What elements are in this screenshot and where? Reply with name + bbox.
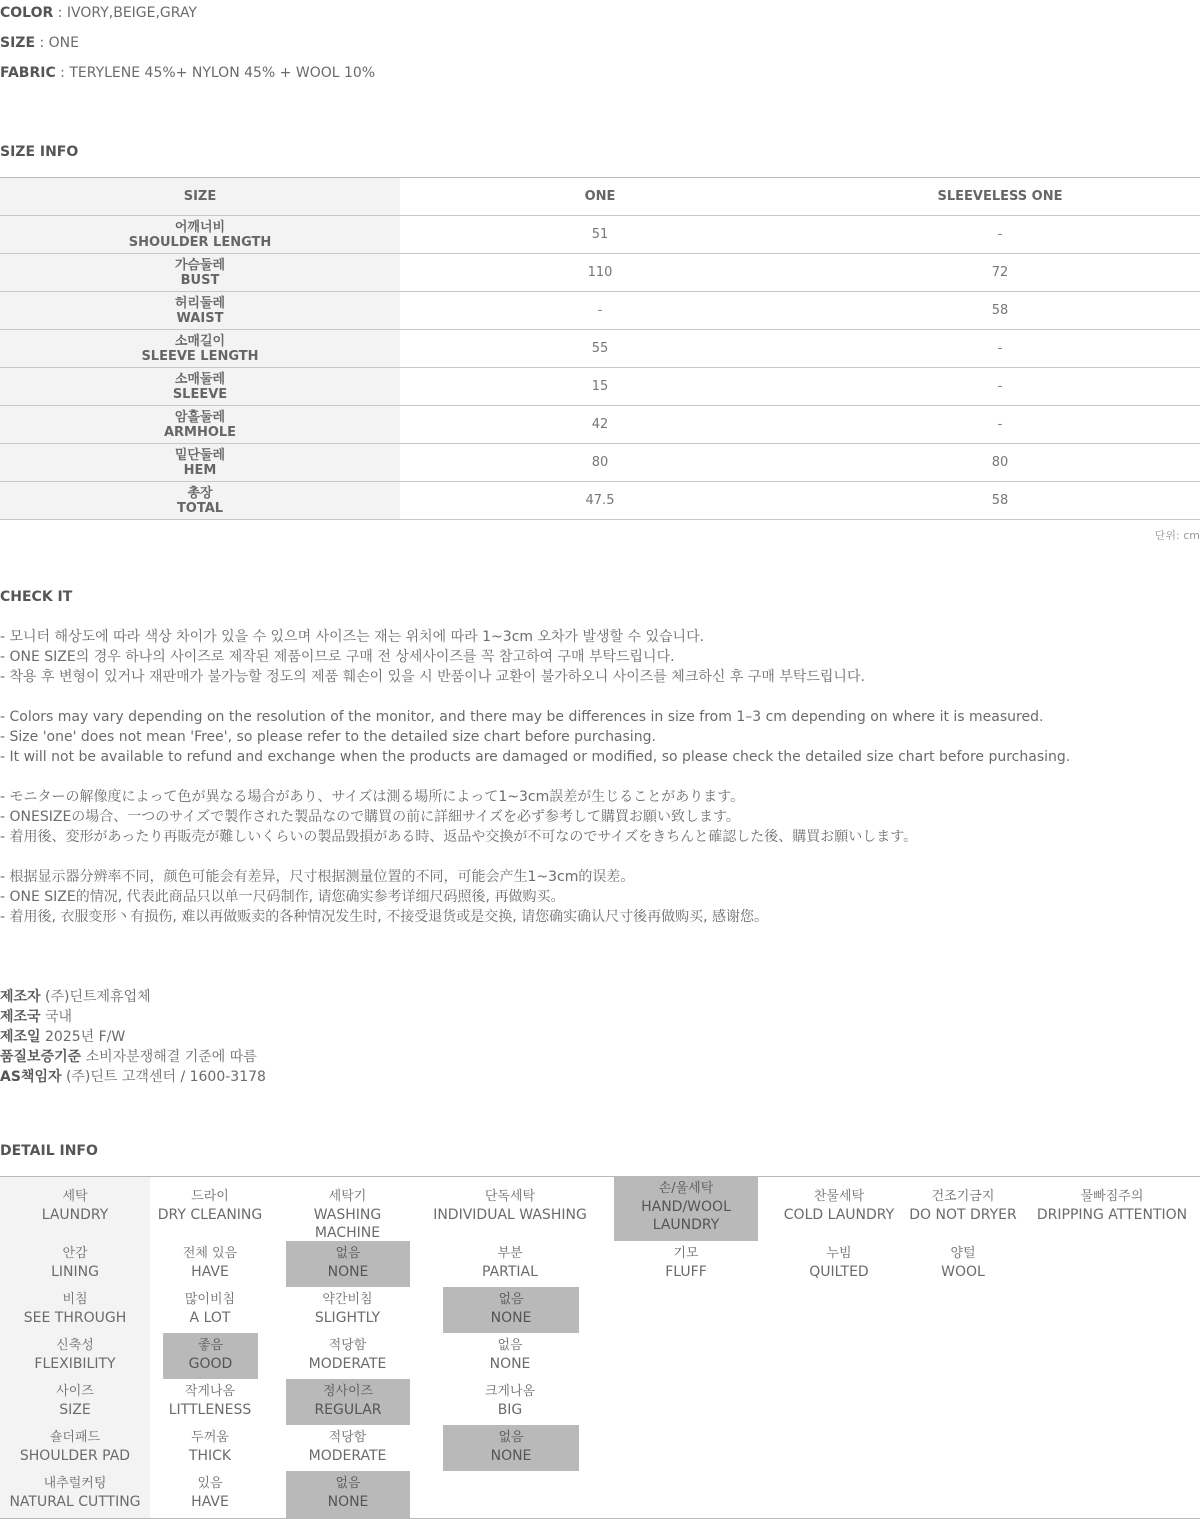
cell-one: - bbox=[400, 292, 800, 330]
header-one: ONE bbox=[400, 178, 800, 216]
laundry-individual: 단독세탁 INDIVIDUAL WASHING bbox=[433, 1189, 587, 1223]
size-regular: 정사이즈 REGULAR bbox=[286, 1379, 410, 1425]
size-label: 사이즈 SIZE bbox=[56, 1384, 94, 1418]
table-row bbox=[0, 482, 1200, 520]
row-label bbox=[0, 254, 400, 292]
cell-sleeveless: - bbox=[800, 216, 1200, 254]
shoulder-pad-moderate: 적당함 MODERATE bbox=[308, 1430, 387, 1464]
check-line-zh-1: - 根据显示器分辨率不同，颜色可能会有差异，尺寸根据测量位置的不同，可能会产生1~3cm的误差。 bbox=[0, 869, 635, 885]
lining-quilted: 누빔 QUILTED bbox=[809, 1246, 869, 1280]
header-sleeveless-one: SLEEVELESS ONE bbox=[800, 178, 1200, 216]
row-label-en: HEM bbox=[183, 462, 217, 478]
cell-sleeveless: - bbox=[800, 330, 1200, 368]
row-label-ko: 암홀둘레 bbox=[174, 409, 226, 425]
see-through-label: 비침 SEE THROUGH bbox=[23, 1292, 127, 1326]
maker-label: 제조자 bbox=[0, 989, 41, 1005]
row-label-en: SLEEVE bbox=[172, 386, 228, 402]
laundry-no-dryer: 건조기금지 DO NOT DRYER bbox=[909, 1189, 1017, 1223]
spec-size-label: SIZE bbox=[0, 35, 36, 51]
row-label bbox=[0, 368, 400, 406]
row-label-ko: 가슴둘레 bbox=[174, 257, 226, 273]
row-label-ko: 소매길이 bbox=[174, 333, 226, 349]
table-row bbox=[0, 216, 1200, 254]
laundry-hand-wool: 손/울세탁 HAND/WOOL LAUNDRY bbox=[614, 1177, 758, 1241]
cell-one: 80 bbox=[400, 444, 800, 482]
size-info-title: SIZE INFO bbox=[0, 144, 79, 160]
maker-country bbox=[0, 1007, 72, 1027]
spec-fabric bbox=[0, 64, 375, 82]
lining-have: 전체 있음 HAVE bbox=[182, 1246, 238, 1280]
shoulder-pad-thick: 두꺼움 THICK bbox=[188, 1430, 232, 1464]
check-line-zh-3: - 着用後, 衣服变形丶有损伤, 难以再做贩卖的各种情况发生时, 不接受退货或是交换, 请您确实确认尺寸後再做购买, 感谢您。 bbox=[0, 909, 769, 925]
table-row bbox=[0, 368, 1200, 406]
check-line-ja-2: - ONESIZEの場合、一つのサイズで製作された製品なので購買の前に詳細サイズを必ず参考して購買お願い致します。 bbox=[0, 809, 740, 825]
cell-sleeveless: 58 bbox=[800, 292, 1200, 330]
lining-label: 안감 LINING bbox=[51, 1246, 99, 1280]
table-row bbox=[0, 330, 1200, 368]
maker-warranty bbox=[0, 1047, 257, 1067]
natural-cutting-none: 없음 NONE bbox=[286, 1471, 410, 1518]
spec-fabric-value: : TERYLENE 45%+ NYLON 45% + WOOL 10% bbox=[55, 65, 376, 81]
flexibility-good: 좋음 GOOD bbox=[163, 1333, 258, 1379]
check-line-ja-3: - 着用後、変形があったり再販売が難しいくらいの製品毀損がある時、返品や交換が不可なのでサイズをきちんと確認した後、購買お願いします。 bbox=[0, 829, 918, 845]
row-label-ko: 총장 bbox=[187, 485, 213, 501]
maker-label: 제조일 bbox=[0, 1029, 41, 1045]
row-label-en: SLEEVE LENGTH bbox=[141, 348, 259, 364]
table-row bbox=[0, 406, 1200, 444]
flexibility-moderate: 적당함 MODERATE bbox=[308, 1338, 387, 1372]
cell-one: 42 bbox=[400, 406, 800, 444]
check-line-en-1: - Colors may vary depending on the resolution of the monitor, and there may be differences in size from 1–3 cm depending on where it is measured. bbox=[0, 709, 1044, 725]
cell-one: 51 bbox=[400, 216, 800, 254]
check-line-ja-1: - モニターの解像度によって色が異なる場合があり、サイズは測る場所によって1~3cm誤差が生じることがあります。 bbox=[0, 789, 745, 805]
cell-sleeveless: 80 bbox=[800, 444, 1200, 482]
check-line-ko-1: - 모니터 해상도에 따라 색상 차이가 있을 수 있으며 사이즈는 재는 위치에 따라 1~3cm 오차가 발생할 수 있습니다. bbox=[0, 629, 705, 645]
laundry-dripping: 물빠짐주의 DRIPPING ATTENTION bbox=[1036, 1189, 1188, 1223]
maker-label: 제조국 bbox=[0, 1009, 41, 1025]
spec-size bbox=[0, 34, 79, 52]
see-through-slightly: 약간비침 SLIGHTLY bbox=[314, 1292, 381, 1326]
table-row bbox=[0, 292, 1200, 330]
row-label-ko: 어깨너비 bbox=[174, 219, 226, 235]
header-size: SIZE bbox=[0, 178, 400, 216]
size-littleness: 작게나옴 LITTLENESS bbox=[168, 1384, 252, 1418]
table-row bbox=[0, 254, 1200, 292]
laundry-dry-cleaning: 드라이 DRY CLEANING bbox=[157, 1189, 263, 1223]
maker-value: (주)딘트제휴업체 bbox=[40, 989, 151, 1005]
lining-none: 없음 NONE bbox=[286, 1241, 410, 1287]
cell-sleeveless: 58 bbox=[800, 482, 1200, 520]
row-label bbox=[0, 292, 400, 330]
spec-color bbox=[0, 4, 197, 22]
laundry-label: 세탁 LAUNDRY bbox=[41, 1189, 109, 1223]
size-big: 크게나옴 BIG bbox=[484, 1384, 536, 1418]
row-label bbox=[0, 444, 400, 482]
row-label bbox=[0, 216, 400, 254]
maker-value: 국내 bbox=[40, 1009, 73, 1025]
laundry-washing-machine: 세탁기 WASHING MACHINE bbox=[313, 1189, 382, 1241]
maker-value: (주)딘트 고객센터 / 1600-3178 bbox=[61, 1069, 266, 1085]
row-label-ko: 소매둘레 bbox=[174, 371, 226, 387]
see-through-a-lot: 많이비침 A LOT bbox=[184, 1292, 236, 1326]
row-label-en: TOTAL bbox=[176, 500, 224, 516]
lining-wool: 양털 WOOL bbox=[941, 1246, 985, 1280]
row-label bbox=[0, 406, 400, 444]
natural-cutting-label: 내추럴커팅 NATURAL CUTTING bbox=[9, 1476, 141, 1510]
row-label-en: ARMHOLE bbox=[163, 424, 237, 440]
flexibility-none: 없음 NONE bbox=[489, 1338, 531, 1372]
maker-label: 품질보증기준 bbox=[0, 1049, 82, 1065]
row-label-en: WAIST bbox=[176, 310, 224, 326]
table-row bbox=[0, 444, 1200, 482]
spec-size-value: : ONE bbox=[35, 35, 79, 51]
cell-sleeveless: 72 bbox=[800, 254, 1200, 292]
lining-fluff: 기모 FLUFF bbox=[665, 1246, 707, 1280]
see-through-none: 없음 NONE bbox=[443, 1287, 579, 1333]
row-label-ko: 허리둘레 bbox=[174, 295, 226, 311]
check-line-en-3: - It will not be available to refund and exchange when the products are damaged or modified, so please check the detailed size chart before purchasing. bbox=[0, 749, 1071, 765]
laundry-cold: 찬물세탁 COLD LAUNDRY bbox=[783, 1189, 895, 1223]
shoulder-pad-label: 숄더패드 SHOULDER PAD bbox=[19, 1430, 131, 1464]
maker-value: 2025년 F/W bbox=[40, 1029, 126, 1045]
natural-cutting-have: 있음 HAVE bbox=[191, 1476, 229, 1510]
maker-value: 소비자분쟁해결 기준에 따름 bbox=[81, 1049, 257, 1065]
detail-info-title: DETAIL INFO bbox=[0, 1143, 98, 1159]
check-line-en-2: - Size 'one' does not mean 'Free', so please refer to the detailed size chart before purchasing. bbox=[0, 729, 656, 745]
row-label bbox=[0, 330, 400, 368]
row-label-en: BUST bbox=[180, 272, 220, 288]
check-line-ko-3: - 착용 후 변형이 있거나 재판매가 불가능할 정도의 제품 훼손이 있을 시 반품이나 교환이 불가하오니 사이즈를 체크하신 후 구매 부탁드립니다. bbox=[0, 669, 865, 685]
cell-one: 47.5 bbox=[400, 482, 800, 520]
check-line-zh-2: - ONE SIZE的情况, 代表此商品只以单一尺码制作, 请您确实参考详细尺码照後, 再做购买。 bbox=[0, 889, 565, 905]
maker-date bbox=[0, 1027, 125, 1047]
check-line-ko-2: - ONE SIZE의 경우 하나의 사이즈로 제작된 제품이므로 구매 전 상세사이즈를 꼭 참고하여 구매 부탁드립니다. bbox=[0, 649, 675, 665]
maker-label: AS책임자 bbox=[0, 1069, 62, 1085]
size-table bbox=[0, 177, 1200, 520]
flexibility-label: 신축성 FLEXIBILITY bbox=[34, 1338, 116, 1372]
spec-color-value: : IVORY,BEIGE,GRAY bbox=[53, 5, 197, 21]
row-label-ko: 밑단둘레 bbox=[174, 447, 226, 463]
row-label-en: SHOULDER LENGTH bbox=[128, 234, 272, 250]
cell-sleeveless: - bbox=[800, 368, 1200, 406]
lining-partial: 부분 PARTIAL bbox=[482, 1246, 538, 1280]
cell-sleeveless: - bbox=[800, 406, 1200, 444]
row-label bbox=[0, 482, 400, 520]
shoulder-pad-none: 없음 NONE bbox=[443, 1425, 579, 1471]
maker-as bbox=[0, 1067, 266, 1087]
unit-label: 단위: cm bbox=[1154, 529, 1200, 542]
cell-one: 15 bbox=[400, 368, 800, 406]
size-table-header bbox=[0, 178, 1200, 216]
spec-color-label: COLOR bbox=[0, 5, 54, 21]
spec-fabric-label: FABRIC bbox=[0, 65, 56, 81]
maker-manufacturer bbox=[0, 987, 151, 1007]
check-it-title: CHECK IT bbox=[0, 589, 73, 605]
cell-one: 55 bbox=[400, 330, 800, 368]
detail-info-table bbox=[0, 1176, 1200, 1519]
cell-one: 110 bbox=[400, 254, 800, 292]
